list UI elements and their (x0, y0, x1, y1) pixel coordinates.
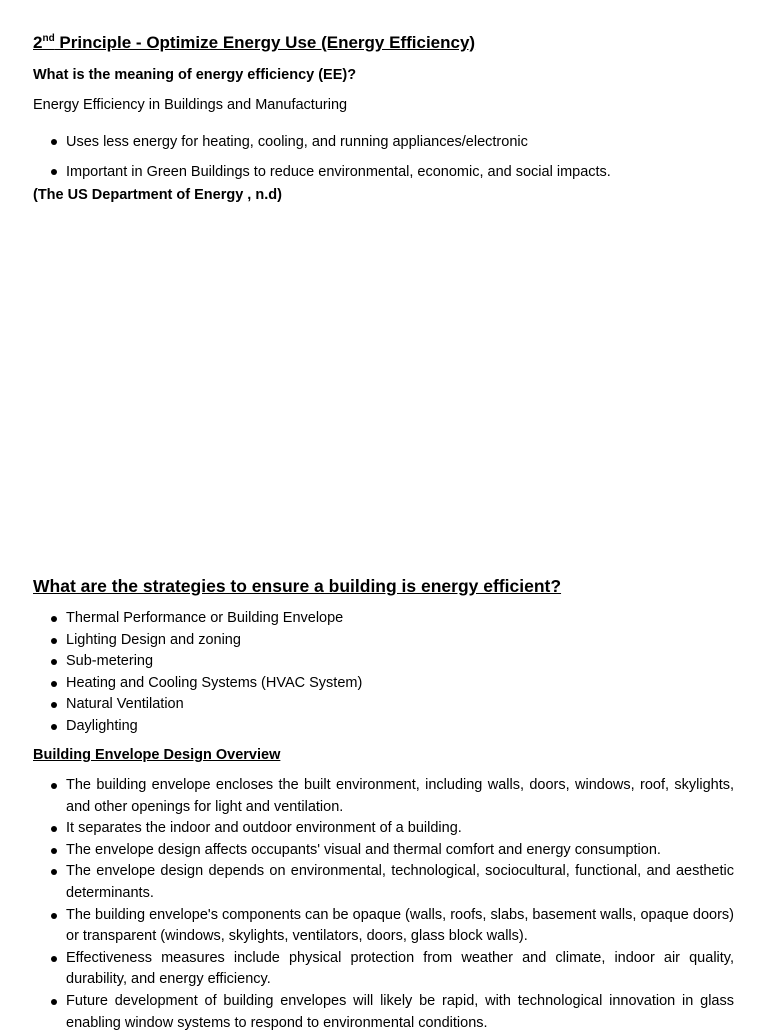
page-title (33, 33, 475, 53)
envelope-heading: Building Envelope Design Overview (33, 747, 281, 763)
ee-subheading: Energy Efficiency in Buildings and Manufacturing (33, 97, 348, 113)
list-item: The envelope design affects occupants' visual and thermal comfort and energy consumption. (33, 840, 734, 862)
list-item: Effectiveness measures include physical protection from weather and climate, indoor air quality, durability, and energy efficiency. (33, 948, 734, 991)
list-item: The building envelope's components can be opaque (walls, roofs, slabs, basement walls, opaque doors) or transparent (windows, skylights, ventilators, doors, glass block walls). (33, 905, 734, 948)
strategies-list (33, 608, 362, 738)
ee-question: What is the meaning of energy efficiency (EE)? (33, 67, 357, 83)
list-item: Lighting Design and zoning (33, 630, 362, 652)
envelope-list (33, 775, 734, 1034)
list-item: Uses less energy for heating, cooling, and running appliances/electronic (33, 127, 611, 157)
list-item: Heating and Cooling Systems (HVAC System) (33, 673, 362, 695)
list-item: The envelope design depends on environmental, technological, sociocultural, functional, and aesthetic determinants. (33, 861, 734, 904)
title-text: Principle - Optimize Energy Use (Energy Efficiency) (54, 33, 476, 52)
title-number: 2 (33, 33, 43, 52)
list-item: Natural Ventilation (33, 694, 362, 716)
list-item: Sub-metering (33, 651, 362, 673)
list-item: Future development of building envelopes will likely be rapid, with technological innovation in glass enabling window systems to respond to environmental conditions. (33, 991, 734, 1034)
list-item: Daylighting (33, 716, 362, 738)
ee-bullet-list (33, 127, 611, 187)
strategies-heading: What are the strategies to ensure a building is energy efficient? (33, 576, 562, 596)
list-item: It separates the indoor and outdoor environment of a building. (33, 818, 734, 840)
list-item: The building envelope encloses the built environment, including walls, doors, windows, roof, skylights, and other openings for light and ventilation. (33, 775, 734, 818)
list-item: Important in Green Buildings to reduce environmental, economic, and social impacts. (33, 157, 611, 187)
list-item: Thermal Performance or Building Envelope (33, 608, 362, 630)
title-superscript: nd (42, 33, 55, 44)
citation: (The US Department of Energy , n.d) (33, 187, 282, 203)
